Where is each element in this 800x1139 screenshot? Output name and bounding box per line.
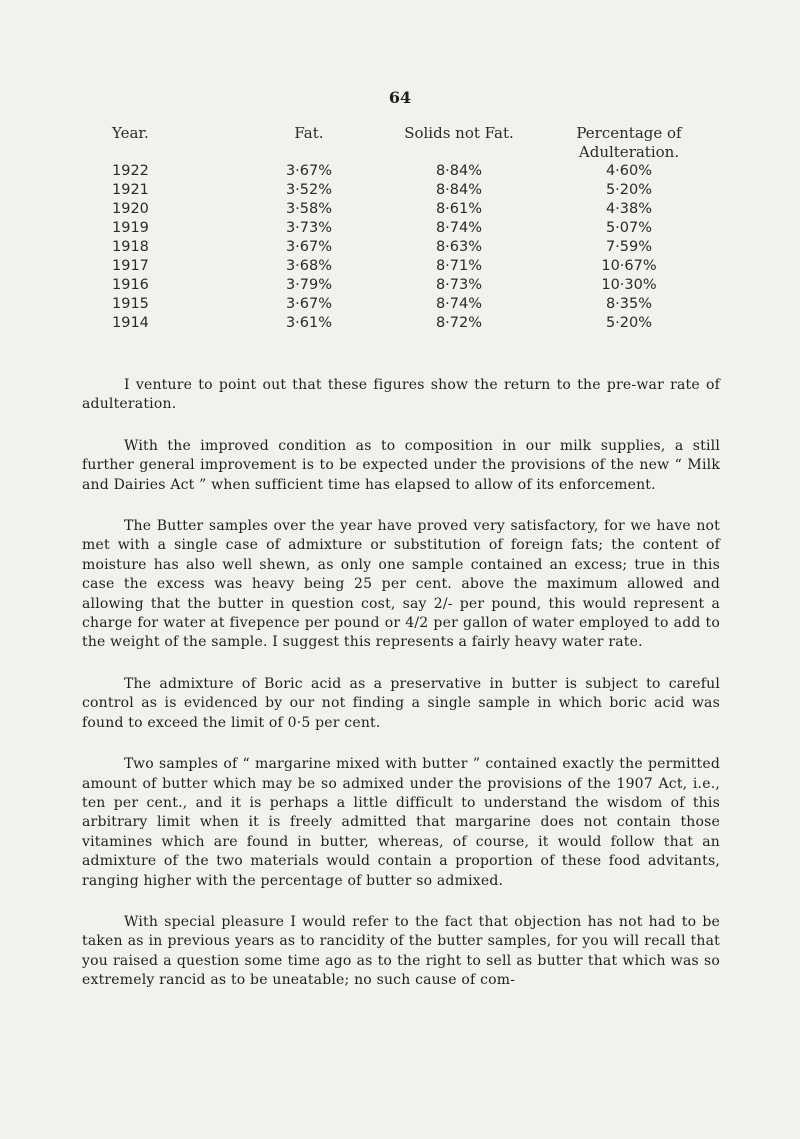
cell-percentage: 7·59% (605, 239, 653, 255)
cell-fat: 3·73% (285, 220, 333, 236)
cell-percentage: 8·35% (605, 296, 653, 312)
cell-fat: 3·67% (285, 239, 333, 255)
cell-solids: 8·72% (435, 315, 483, 331)
paragraph: Two samples of “ margarine mixed with butter ” contained exactly the permitted amount of butter which may be so admixed under the provisions of the 1907 Act, i.e., ten per cent., and it is perhaps a little difficult to understand the wisdom of this arbitrary limit when it is freely admitted that margarine does not contain those vitamines which are found in butter, whereas, of course, it would follow that an admixture of the two materials would contain a proportion of these food advitants, ranging higher with the percentage of butter so admixed. (82, 756, 720, 889)
cell-percentage: 4·38% (605, 201, 653, 217)
paragraph: With special pleasure I would refer to the fact that objection has not had to be taken as in previous years as to rancidity of the butter samples, for you will recall that you raised a question some time ago as to the right to sell as butter that which was so extremely rancid as to be uneatable; no such cause of com- (82, 913, 720, 989)
table-row (112, 295, 724, 314)
header-year: Year. (112, 124, 149, 142)
table-row (112, 314, 724, 333)
cell-year: 1916 (112, 277, 149, 293)
cell-percentage: 5·20% (605, 182, 653, 198)
cell-fat: 3·61% (285, 315, 333, 331)
table-row (112, 219, 724, 238)
cell-percentage: 5·20% (605, 315, 653, 331)
cell-solids: 8·84% (435, 182, 483, 198)
cell-percentage: 5·07% (605, 220, 653, 236)
cell-fat: 3·67% (285, 163, 333, 179)
paragraph: The Butter samples over the year have proved very satisfactory, for we have not met with a single case of admixture or substitution of foreign fats; the content of moisture has also well shewn, as only one sample contained an excess; true in this case the excess was heavy being 25 per cent. above the maximum allowed and allowing that the butter in question cost, say 2/- per pound, this would represent a charge for water at fivepence per pound or 4/2 per gallon of water employed to add to the weight of the sample. I suggest this represents a fairly heavy water rate. (82, 518, 720, 651)
cell-fat: 3·68% (285, 258, 333, 274)
table-row (112, 257, 724, 276)
paragraph: With the improved condition as to composition in our milk supplies, a still further general improvement is to be expected under the provisions of the new “ Milk and Dairies Act ” when sufficient time has elapsed to allow of its enforcement. (82, 437, 720, 493)
cell-fat: 3·79% (285, 277, 333, 293)
table-row (112, 181, 724, 200)
body-text (82, 376, 720, 1013)
cell-solids: 8·84% (435, 163, 483, 179)
page-number: 64 (388, 88, 412, 107)
cell-solids: 8·74% (435, 296, 483, 312)
cell-solids: 8·71% (435, 258, 483, 274)
cell-solids: 8·73% (435, 277, 483, 293)
adulteration-table (112, 124, 724, 333)
cell-year: 1918 (112, 239, 149, 255)
cell-percentage: 10·67% (601, 258, 657, 274)
cell-year: 1920 (112, 201, 149, 217)
cell-percentage: 10·30% (601, 277, 657, 293)
header-solids: Solids not Fat. (404, 124, 514, 142)
table-header-row (112, 124, 724, 162)
cell-fat: 3·67% (285, 296, 333, 312)
cell-solids: 8·74% (435, 220, 483, 236)
cell-percentage: 4·60% (605, 163, 653, 179)
cell-year: 1917 (112, 258, 149, 274)
cell-fat: 3·58% (285, 201, 333, 217)
paragraph: I venture to point out that these figures show the return to the pre-war rate of adulteration. (82, 377, 720, 413)
cell-year: 1919 (112, 220, 149, 236)
header-percentage: Percentage of Adulteration. (576, 124, 682, 161)
cell-fat: 3·52% (285, 182, 333, 198)
header-fat: Fat. (294, 124, 324, 142)
cell-solids: 8·63% (435, 239, 483, 255)
table-row (112, 238, 724, 257)
cell-solids: 8·61% (435, 201, 483, 217)
cell-year: 1921 (112, 182, 149, 198)
cell-year: 1915 (112, 296, 149, 312)
table-row (112, 276, 724, 295)
cell-year: 1914 (112, 315, 149, 331)
table-row (112, 162, 724, 181)
paragraph: The admixture of Boric acid as a preservative in butter is subject to careful control as is evidenced by our not finding a single sample in which boric acid was found to exceed the limit of 0·5 per cent. (82, 675, 720, 731)
cell-year: 1922 (112, 163, 149, 179)
table-row (112, 200, 724, 219)
